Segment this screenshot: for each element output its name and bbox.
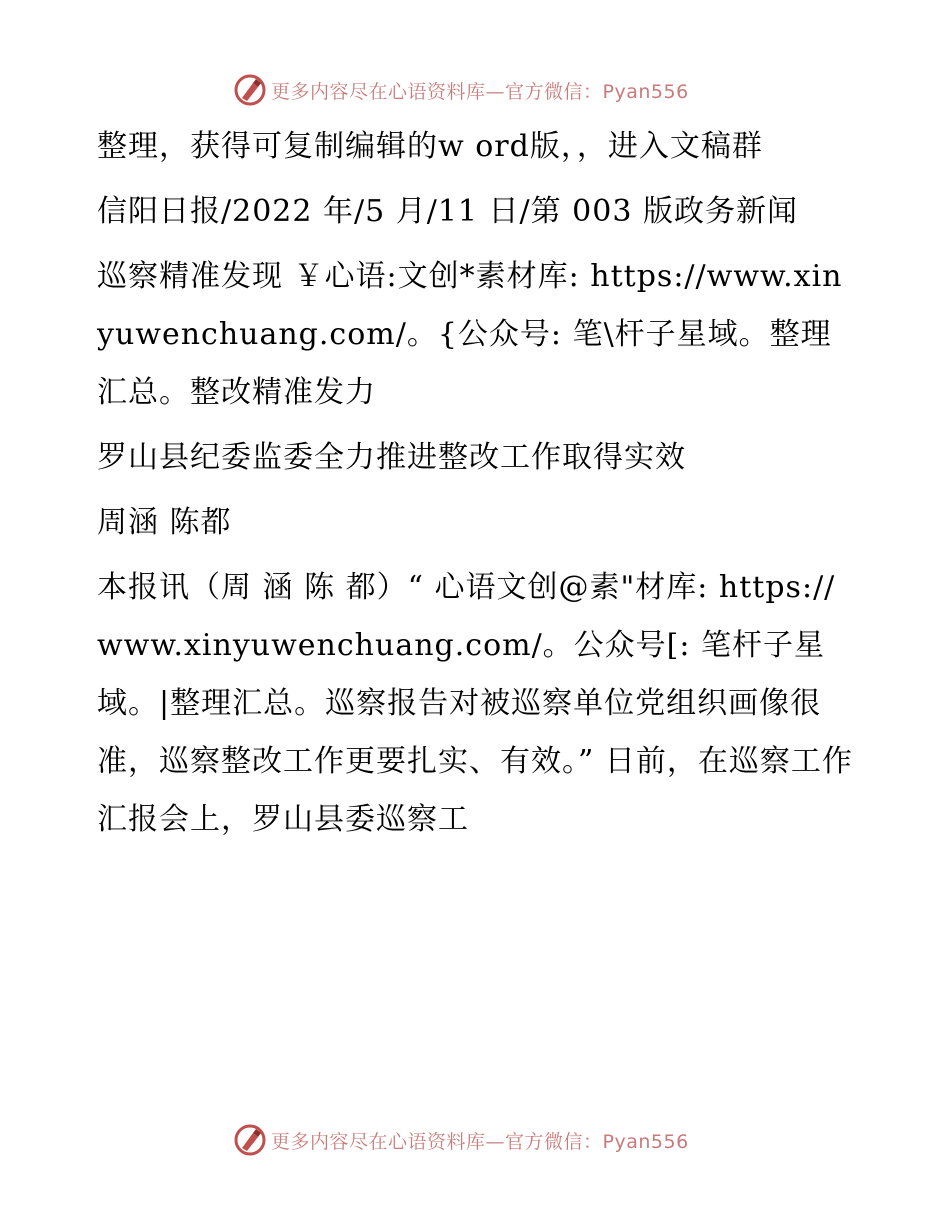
paragraph-authors: 周涵 陈都 [97,505,232,540]
watermark-site: 更多内容尽在心语资料库 [271,1130,486,1153]
watermark-official: 官方微信： [505,1130,603,1153]
watermark-dash: — [485,80,506,103]
document-body [97,118,857,856]
pen-logo-icon [233,73,267,107]
watermark-text [271,1127,689,1154]
watermark-site: 更多内容尽在心语资料库 [271,80,486,103]
footer-watermark [233,1120,689,1160]
paragraph-headline: 巡察精准发现 ￥心语:文创*素材库: https://www.xinyuwenchuang.com/。{公众号: 笔\杆子星域。整理汇总。整改精准发力 [97,259,843,410]
watermark-wechat-id: Pyan556 [602,1130,689,1153]
paragraph-body: 本报讯（周 涵 陈 都）“ 心语文创@素"材库: https://www.xinyuwenchuang.com/。公众号[: 笔杆子星域。|整理汇总。巡察报告对被巡察单位党组织画像很准，巡察整改工作更要扎实、有效。” 日前，在巡察工作汇报会上，罗山县委巡察工 [97,570,853,837]
pen-logo-icon [233,1123,267,1157]
paragraph-source: 信阳日报/2022 年/5 月/11 日/第 003 版政务新闻 [97,194,798,229]
watermark-dash: — [485,1130,506,1153]
header-watermark [233,70,689,110]
watermark-official: 官方微信： [505,80,603,103]
paragraph-subheadline: 罗山县纪委监委全力推进整改工作取得实效 [97,440,686,475]
watermark-wechat-id: Pyan556 [602,80,689,103]
paragraph-intro: 整理，获得可复制编辑的w ord版，，进入文稿群 [97,129,763,164]
watermark-text [271,77,689,104]
